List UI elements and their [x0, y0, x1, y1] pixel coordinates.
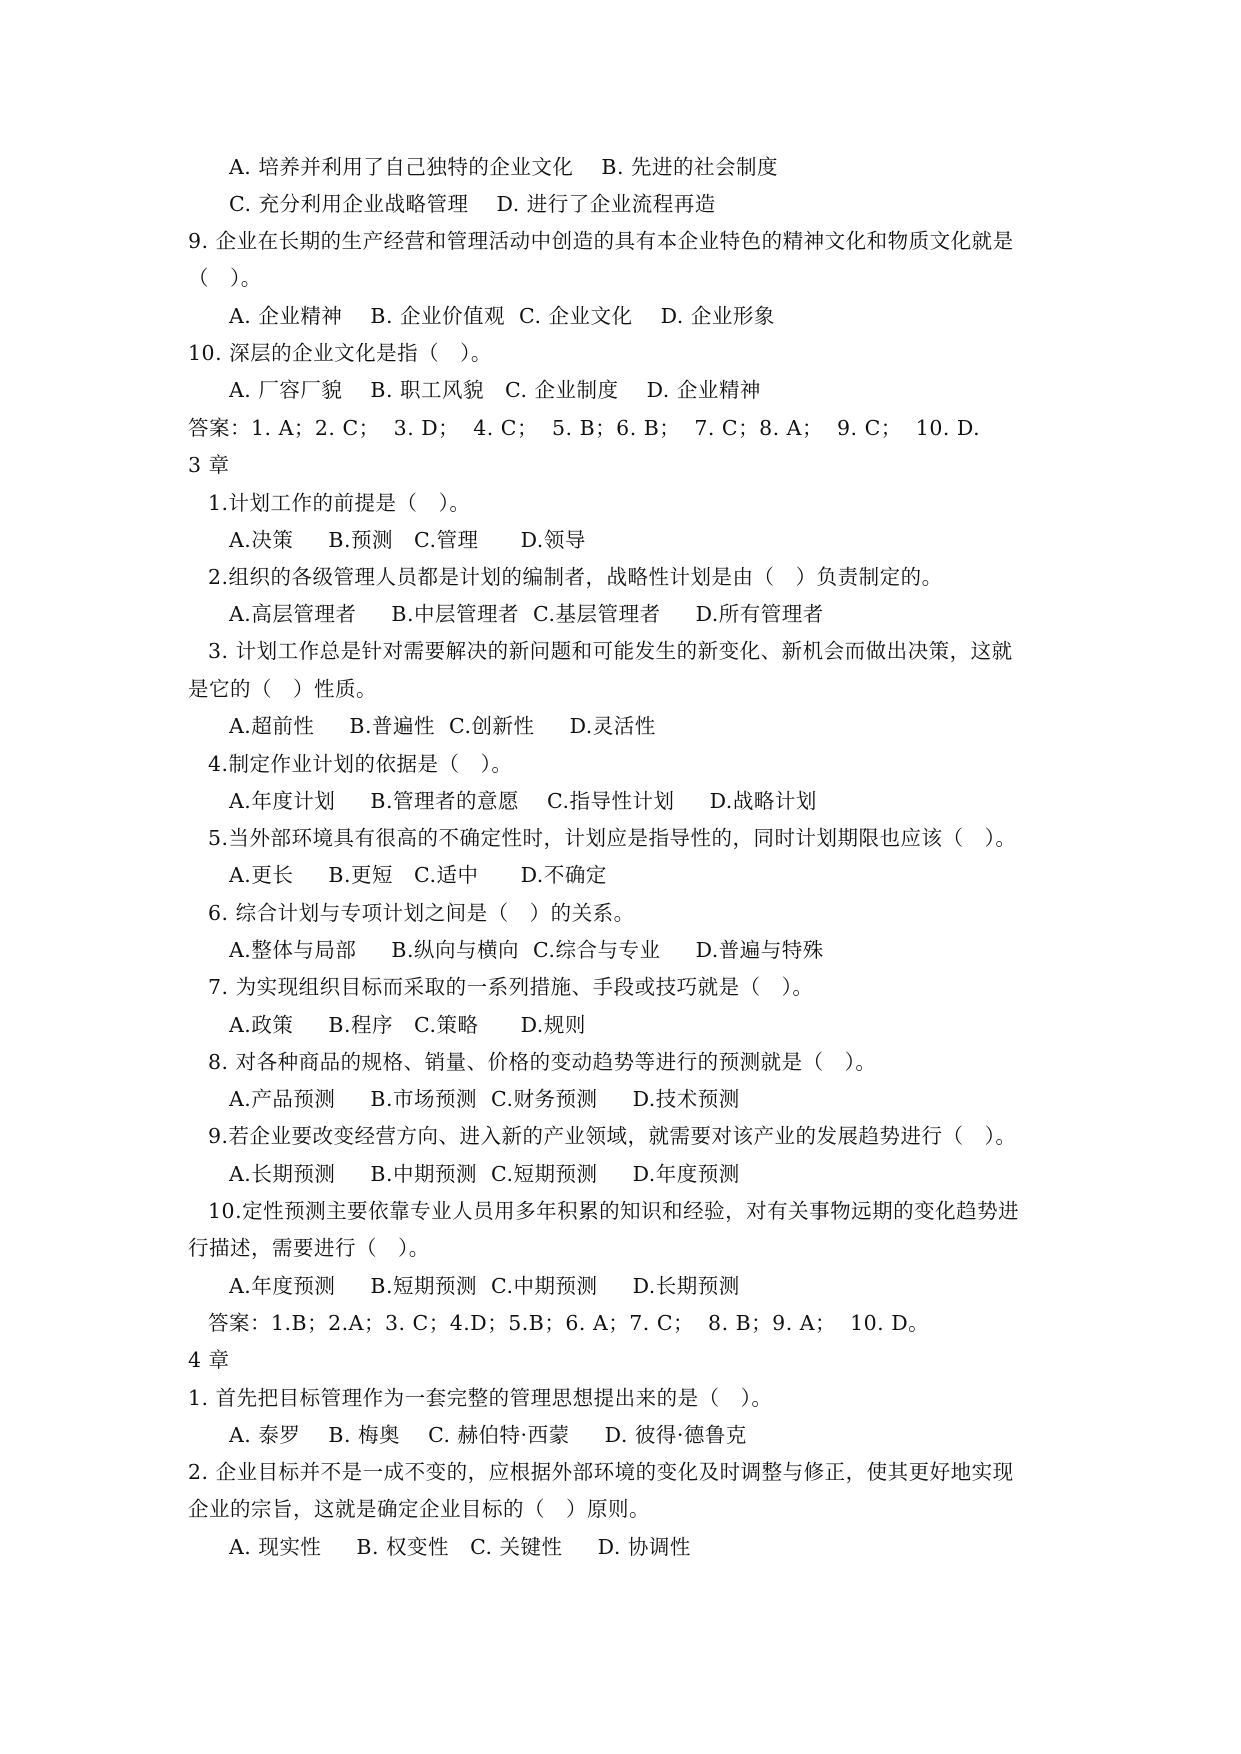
option-line: A.决策 B.预测 C.管理 D.领导 [229, 528, 586, 552]
question-line: 10. 深层的企业文化是指（ ）。 [188, 341, 492, 365]
option-line: A.高层管理者 B.中层管理者 C.基层管理者 D.所有管理者 [229, 602, 824, 626]
question-line: 3. 计划工作总是针对需要解决的新问题和可能发生的新变化、新机会而做出决策，这就 [208, 639, 1013, 663]
option-line: A.更长 B.更短 C.适中 D.不确定 [229, 863, 607, 887]
option-line: A.长期预测 B.中期预测 C.短期预测 D.年度预测 [229, 1162, 740, 1186]
option-line: A.年度预测 B.短期预测 C.中期预测 D.长期预测 [229, 1274, 740, 1298]
chapter-heading: 3 章 [188, 453, 230, 477]
question-line: 是它的（ ）性质。 [188, 677, 378, 701]
option-line: A. 企业精神 B. 企业价值观 C. 企业文化 D. 企业形象 [229, 304, 775, 328]
question-line: 10.定性预测主要依靠专业人员用多年积累的知识和经验，对有关事物远期的变化趋势进 [208, 1199, 1020, 1223]
option-line: A.政策 B.程序 C.策略 D.规则 [229, 1013, 586, 1037]
option-line: A.产品预测 B.市场预测 C.财务预测 D.技术预测 [229, 1087, 740, 1111]
answer-line: 答案：1.B；2.A；3. C；4.D；5.B；6. A；7. C； 8. B；9. A； 10. D。 [208, 1311, 930, 1335]
option-line: A.年度计划 B.管理者的意愿 C.指导性计划 D.战略计划 [229, 789, 817, 813]
question-line: 行描述，需要进行（ ）。 [188, 1236, 430, 1260]
option-line: A.整体与局部 B.纵向与横向 C.综合与专业 D.普遍与特殊 [229, 938, 824, 962]
option-line: A. 泰罗 B. 梅奥 C. 赫伯特·西蒙 D. 彼得·德鲁克 [229, 1423, 747, 1447]
question-line: 1.计划工作的前提是（ ）。 [208, 491, 471, 515]
question-line: 7. 为实现组织目标而采取的一系列措施、手段或技巧就是（ ）。 [208, 975, 814, 999]
question-line: （ ）。 [188, 266, 262, 290]
question-line: 8. 对各种商品的规格、销量、价格的变动趋势等进行的预测就是（ ）。 [208, 1050, 877, 1074]
option-line: A. 培养并利用了自己独特的企业文化 B. 先进的社会制度 [229, 155, 778, 179]
option-line: C. 充分利用企业战略管理 D. 进行了企业流程再造 [229, 192, 716, 216]
question-line: 2. 企业目标并不是一成不变的，应根据外部环境的变化及时调整与修正，使其更好地实现 [188, 1460, 1014, 1484]
answer-line: 答案：1. A；2. C； 3. D； 4. C； 5. B；6. B； 7. C；8. A； 9. C； 10. D. [188, 416, 981, 440]
question-line: 4.制定作业计划的依据是（ ）。 [208, 752, 513, 776]
question-line: 1. 首先把目标管理作为一套完整的管理思想提出来的是（ ）。 [188, 1386, 773, 1410]
option-line: A. 现实性 B. 权变性 C. 关键性 D. 协调性 [229, 1535, 691, 1559]
question-line: 2.组织的各级管理人员都是计划的编制者，战略性计划是由（ ）负责制定的。 [208, 565, 943, 589]
chapter-heading: 4 章 [188, 1348, 230, 1372]
option-line: A.超前性 B.普遍性 C.创新性 D.灵活性 [229, 714, 656, 738]
option-line: A. 厂容厂貌 B. 职工风貌 C. 企业制度 D. 企业精神 [229, 378, 761, 402]
question-line: 9. 企业在长期的生产经营和管理活动中创造的具有本企业特色的精神文化和物质文化就是 [188, 229, 1014, 253]
question-line: 9.若企业要改变经营方向、进入新的产业领域，就需要对该产业的发展趋势进行（ ）。 [208, 1124, 1017, 1148]
question-line: 6. 综合计划与专项计划之间是（ ）的关系。 [208, 901, 635, 925]
question-line: 企业的宗旨，这就是确定企业目标的（ ）原则。 [188, 1497, 651, 1521]
question-line: 5.当外部环境具有很高的不确定性时，计划应是指导性的，同时计划期限也应该（ ）。 [208, 826, 1017, 850]
